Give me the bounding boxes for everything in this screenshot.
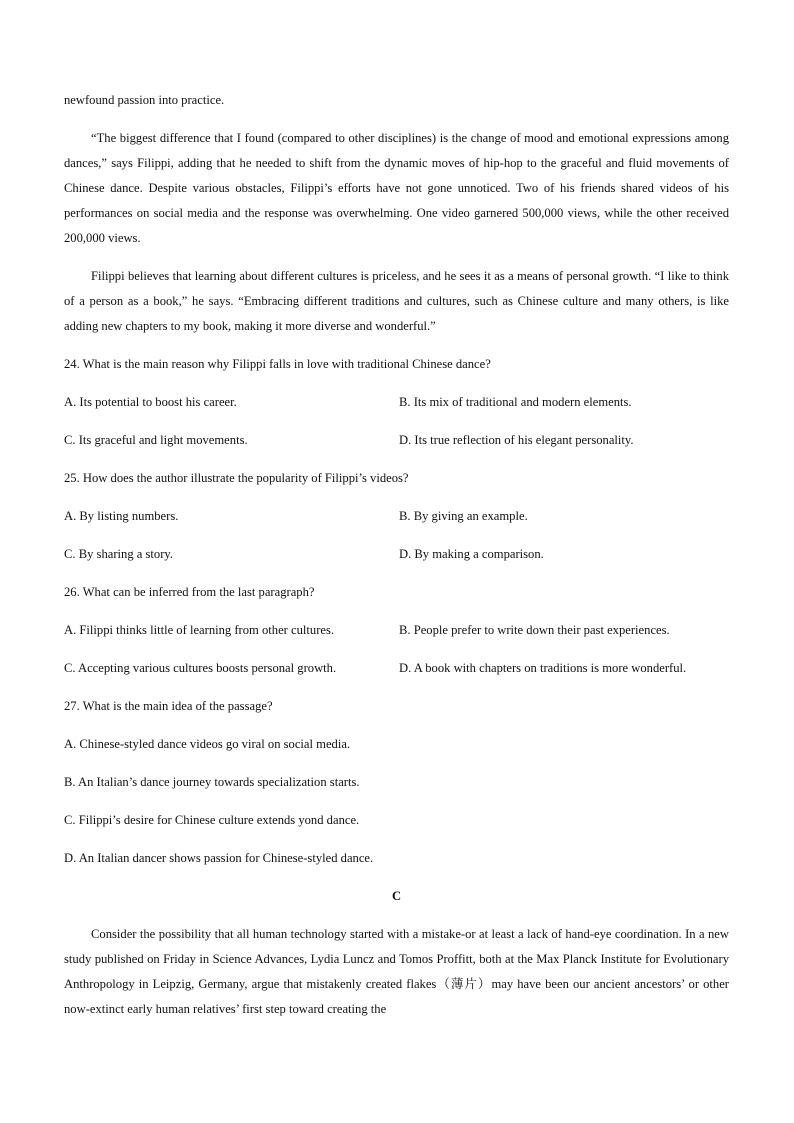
question-26-option-d: D. A book with chapters on traditions is more wonderful. bbox=[399, 661, 687, 675]
question-27-option-a: A. Chinese-styled dance videos go viral on social media. bbox=[64, 737, 351, 751]
question-24-option-d: D. Its true reflection of his elegant personality. bbox=[399, 433, 634, 447]
question-26-stem: 26. What can be inferred from the last paragraph? bbox=[64, 585, 315, 599]
question-26-option-a: A. Filippi thinks little of learning from other cultures. bbox=[64, 623, 335, 637]
paragraph-filippi-cultures: Filippi believes that learning about different cultures is priceless, and he sees it as a means of personal growth. “I like to think of a person as a book,” he says. “Embracing different traditions and cultures, such as Chinese culture and many others, is like adding new chapters to my book, making it more diverse and wonderful.” bbox=[64, 269, 729, 333]
question-25-options-row-2 bbox=[64, 542, 729, 567]
question-25-stem: 25. How does the author illustrate the popularity of Filippi’s videos? bbox=[64, 471, 409, 485]
question-25-option-a: A. By listing numbers. bbox=[64, 509, 179, 523]
question-26-option-b: B. People prefer to write down their past experiences. bbox=[399, 623, 670, 637]
question-26-options-row-1 bbox=[64, 618, 729, 643]
question-25-option-d: D. By making a comparison. bbox=[399, 547, 544, 561]
question-24-option-b: B. Its mix of traditional and modern elements. bbox=[399, 395, 632, 409]
question-27-option-b: B. An Italian’s dance journey towards specialization starts. bbox=[64, 775, 360, 789]
question-25-option-c: C. By sharing a story. bbox=[64, 547, 174, 561]
question-24-options-row-1 bbox=[64, 390, 729, 415]
question-24-option-c: C. Its graceful and light movements. bbox=[64, 433, 248, 447]
question-24-stem: 24. What is the main reason why Filippi falls in love with traditional Chinese dance? bbox=[64, 357, 491, 371]
question-25-option-b: B. By giving an example. bbox=[399, 509, 528, 523]
paragraph-filippi-differences: “The biggest difference that I found (compared to other disciplines) is the change of mood and emotional expressions among dances,” says Filippi, adding that he needed to shift from the dynamic moves of hip-hop to the graceful and fluid movements of Chinese dance. Despite various obstacles, Filippi’s efforts have not gone unnoticed. Two of his friends shared videos of his performances on social media and the response was overwhelming. One video garnered 500,000 views, while the other received 200,000 views. bbox=[64, 131, 729, 245]
question-27-stem: 27. What is the main idea of the passage? bbox=[64, 699, 273, 713]
question-24-option-a: A. Its potential to boost his career. bbox=[64, 395, 237, 409]
question-24-options-row-2 bbox=[64, 428, 729, 453]
paragraph-section-c: Consider the possibility that all human technology started with a mistake-or at least a lack of hand-eye coordination. In a new study published on Friday in Science Advances, Lydia Luncz and Tomos Proffitt, both at the Max Planck Institute for Evolutionary Anthropology in Leipzig, Germany, argue that mistakenly created flakes（薄片）may have been our ancient ancestors’ or other now-extinct early human relatives’ first step toward creating the bbox=[64, 927, 729, 1016]
question-26-option-c: C. Accepting various cultures boosts personal growth. bbox=[64, 661, 337, 675]
question-26-options-row-2 bbox=[64, 656, 729, 681]
paragraph-fragment: newfound passion into practice. bbox=[64, 93, 225, 107]
exam-page bbox=[64, 88, 729, 1022]
question-25-options-row-1 bbox=[64, 504, 729, 529]
question-27-option-d: D. An Italian dancer shows passion for Chinese-styled dance. bbox=[64, 851, 374, 865]
question-27-option-c: C. Filippi’s desire for Chinese culture extends yond dance. bbox=[64, 813, 360, 827]
section-heading-c: C bbox=[391, 889, 402, 903]
